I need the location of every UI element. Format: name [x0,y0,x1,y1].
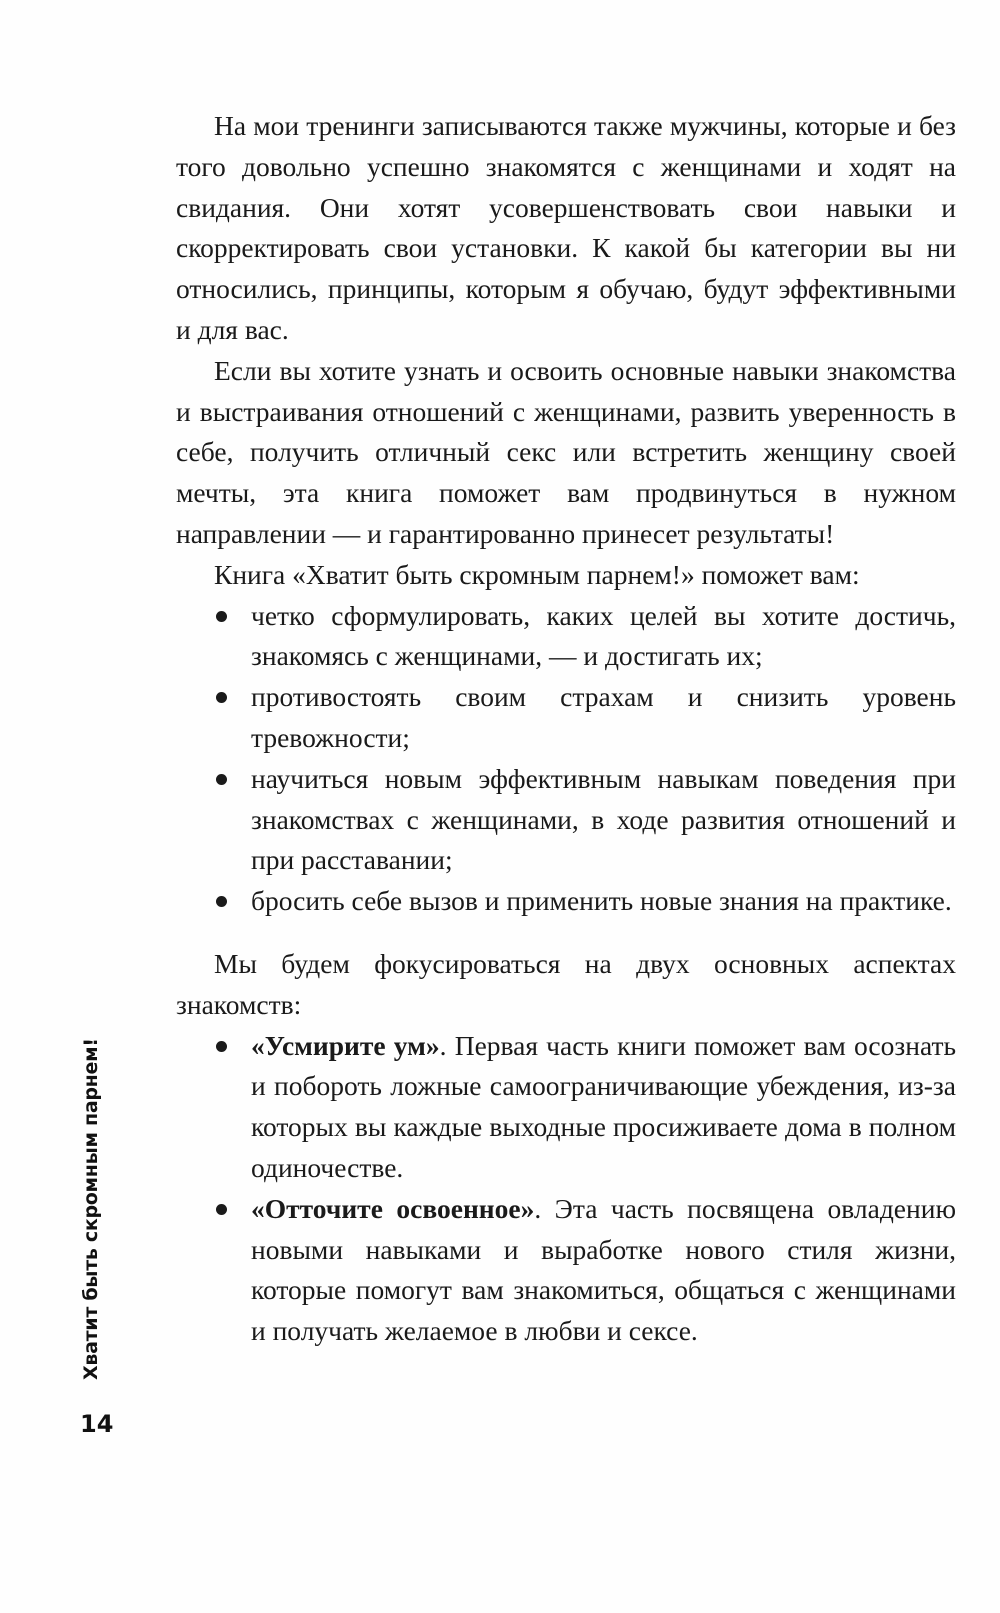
bullet-icon [216,1204,227,1215]
goals-list [176,596,956,922]
aspect-title: «Усмирите ум» [251,1029,440,1061]
aspect-title: «Отточите освоенное» [251,1192,535,1224]
bullet-icon [216,774,227,785]
bullet-icon [216,896,227,907]
section-spacer [176,922,956,944]
bullet-icon [216,692,227,703]
page-number: 14 [80,1410,114,1438]
list-item: бросить себе вызов и применить новые знания на практике. [176,881,956,922]
list-item: научиться новым эффективным навыкам поведения при знакомствах с женщинами, в ходе развития отношений и при расставании; [176,759,956,881]
bullet-icon [216,611,227,622]
list-item: противостоять своим страхам и снизить уровень тревожности; [176,677,956,759]
page-body [176,106,956,1352]
paragraph-1: На мои тренинги записываются также мужчины, которые и без того довольно успешно знакомятся с женщинами и ходят на свидания. Они хотят усовершенствовать свои навыки и скорректировать свои установки. К какой бы категории вы ни относились, принципы, которым я обучаю, будут эффективными и для вас. [176,110,956,345]
aspects-list [176,1026,956,1352]
paragraph-4: Мы будем фокусироваться на двух основных аспектах знакомств: [176,947,956,1020]
paragraph-3: Книга «Хватит быть скромным парнем!» поможет вам: [214,558,860,590]
bullet-icon [216,1041,227,1052]
list-item: «Усмирите ум». Первая часть книги поможет вам осознать и побороть ложные самоограничивающие убеждения, из-за которых вы каждые выходные просиживаете дома в полном одиночестве. [176,1026,956,1189]
list-item: четко сформулировать, каких целей вы хотите достичь, знакомясь с женщинами, — и достигать их; [176,596,956,678]
list-item: «Отточите освоенное». Эта часть посвящена овладению новыми навыками и выработке нового стиля жизни, которые помогут вам знакомиться, общаться с женщинами и получать желаемое в любви и сексе. [176,1189,956,1352]
paragraph-2: Если вы хотите узнать и освоить основные навыки знакомства и выстраивания отношений с женщинами, развить уверенность в себе, получить отличный секс или встретить женщину своей мечты, эта книга поможет вам продвинуться в нужном направлении — и гарантированно принесет результаты! [176,354,956,549]
running-book-title: Хватит быть скромным парнем! [80,1038,102,1380]
